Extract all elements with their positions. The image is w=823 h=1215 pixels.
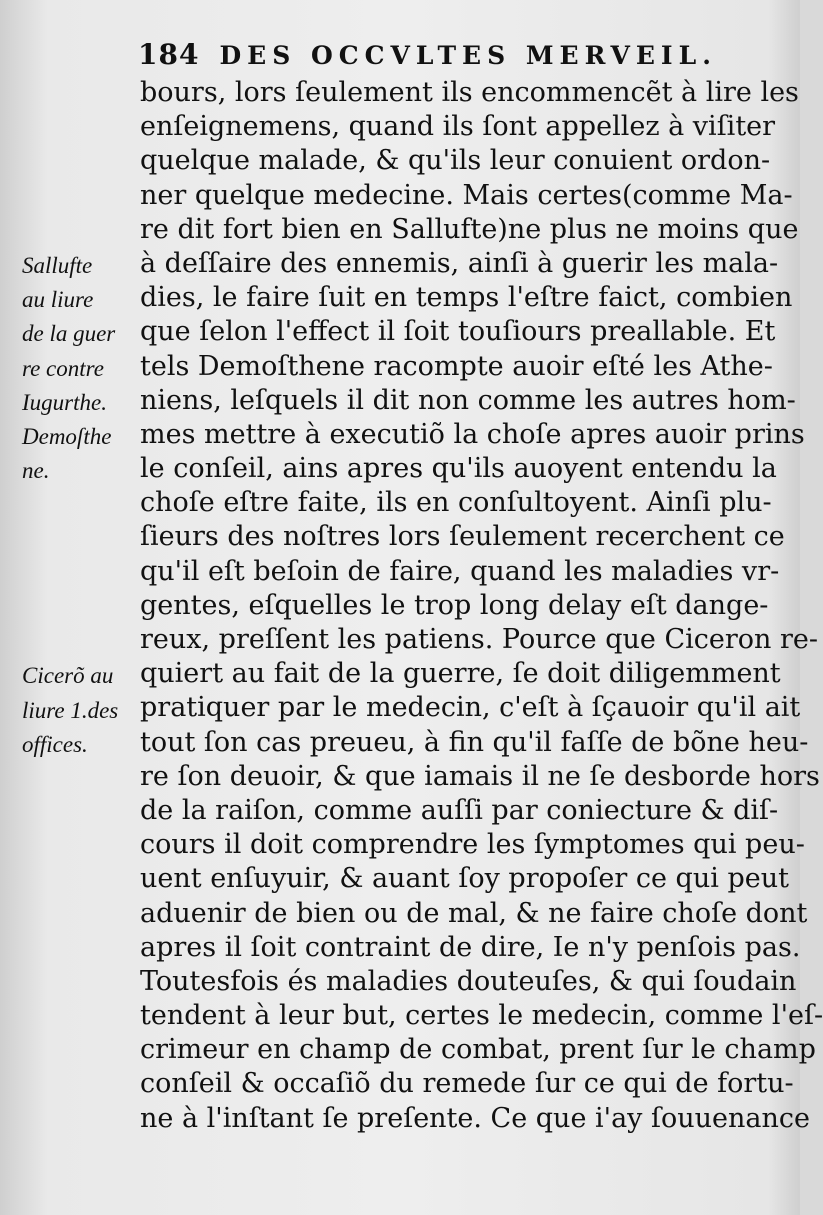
text-line: Toutesfois és maladies douteuſes, & qui ſoudain <box>140 965 797 997</box>
text-line: enſeignemens, quand ils ſont appellez à viſiter <box>140 111 776 143</box>
marginal-note-line: Demoſthe <box>22 424 112 449</box>
marginal-note-line: liure 1.des <box>22 697 119 723</box>
marginal-note-line: Cicerõ au <box>22 663 114 689</box>
marginal-note-line: offices. <box>22 731 88 757</box>
text-line: conſeil & occaſiõ du remede ſur ce qui de fortu- <box>140 1068 794 1100</box>
text-line: qu'il eſt beſoin de faire, quand les maladies vr- <box>140 555 780 587</box>
running-title: DES OCCVLTES MERVEIL. <box>219 41 717 70</box>
text-line: re ſon deuoir, & que iamais il ne ſe desborde hors <box>140 760 820 792</box>
text-line: que ſelon l'effect il ſoit touſiours preallable. Et <box>140 316 776 348</box>
text-line: re dit fort bien en Sallufte)ne plus ne moins que <box>140 213 799 245</box>
text-line: à deſſaire des ennemis, ainſi à guerir les mala- <box>140 247 779 279</box>
marginal-note <box>22 420 140 488</box>
text-line: gentes, eſquelles le trop long delay eſt dange- <box>140 589 769 621</box>
text-line: dies, le faire ſuit en temps l'eſtre faict, combien <box>140 282 793 314</box>
text-line: crimeur en champ de combat, prent ſur le champ <box>140 1034 816 1066</box>
text-line: quiert au fait de la guerre, ſe doit diligemment <box>140 658 781 690</box>
marginal-note-line: de la guer <box>22 321 116 347</box>
text-line: ne à l'inſtant ſe preſente. Ce que i'ay ſouuenance <box>140 1102 810 1134</box>
text-line: choſe eſtre faite, ils en conſultoyent. Ainſi plu- <box>140 487 772 519</box>
text-line: ſieurs des noſtres lors ſeulement recerchent ce <box>140 521 785 553</box>
text-line: reux, preſſent les patiens. Pource que Ciceron re- <box>140 624 819 655</box>
text-line: tout ſon cas preueu, à fin qu'il faſſe de bõne heu- <box>140 726 809 758</box>
text-line: tels Demoſthene racompte auoir eſté les Athe- <box>140 350 773 382</box>
marginal-note-line: Sallufte <box>22 253 93 278</box>
text-line: ner quelque medecine. Mais certes(comme Ma- <box>140 179 793 211</box>
marginal-note-line: Iugurthe. <box>22 389 107 415</box>
text-line: mes mettre à executiõ la choſe apres auoir prins <box>140 418 805 450</box>
text-line: pratiquer par le medecin, c'eſt à ſçauoir qu'il ait <box>140 692 801 724</box>
marginal-note <box>22 659 140 762</box>
text-line: niens, leſquels il dit non comme les autres hom- <box>140 384 796 416</box>
text-line: aduenir de bien ou de mal, & ne faire choſe dont <box>140 897 808 929</box>
text-line: de la raiſon, comme auſſi par coniecture & diſ- <box>140 794 779 826</box>
marginal-note-line: ne. <box>22 458 50 484</box>
main-text <box>140 76 823 1136</box>
text-line: le conſeil, ains apres qu'ils auoyent entendu la <box>140 453 777 485</box>
marginal-note-line: re contre <box>22 355 104 381</box>
text-line: bours, lors ſeulement ils encommencẽt à lire les <box>140 77 799 108</box>
text-line: tendent à leur but, certes le medecin, comme l'eſ- <box>140 1000 823 1032</box>
text-line: apres il ſoit contraint de dire, Ie n'y penſois pas. <box>140 931 801 963</box>
text-line: cours il doit comprendre les ſymptomes qui peu- <box>140 829 805 861</box>
marginal-note <box>22 249 140 420</box>
page-number: 184 <box>138 38 200 71</box>
text-line: quelque malade, & qu'ils leur conuient ordon- <box>140 145 771 177</box>
text-line: uent enſuyuir, & auant ſoy propoſer ce qui peut <box>140 863 789 895</box>
marginal-note-line: au liure <box>22 287 94 313</box>
